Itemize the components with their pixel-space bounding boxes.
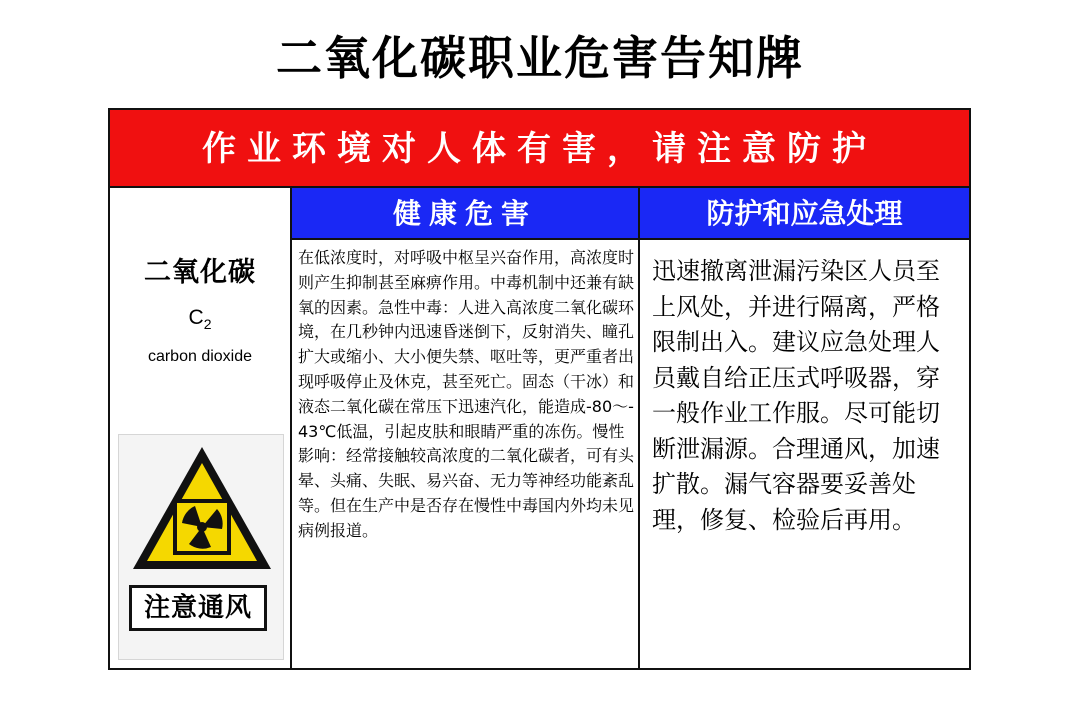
formula-subscript: 2 [203,316,212,333]
protection-cell [640,240,969,668]
health-hazard-heading: 健康危害 [292,188,640,240]
ventilation-sign-label: 注意通风 [129,585,267,631]
health-hazard-text: 在低浓度时，对呼吸中枢呈兴奋作用，高浓度时则产生抑制甚至麻痹作用。中毒机制中还兼有缺氧的因素。急性中毒：人进入高浓度二氧化碳环境，在几秒钟内迅速昏迷倒下，反射消失、瞳孔扩大或缩小、大小便失禁、呕吐等，更严重者出现呼吸停止及休克，甚至死亡。固态（干冰）和液态二氧化碳在常压下迅速汽化，能造成-80～-43℃低温，引起皮肤和眼睛严重的冻伤。慢性影响：经常接触较高浓度的二氧化碳者，可有头晕、头痛、失眠、易兴奋、无力等神经功能紊乱等。但在生产中是否存在慢性中毒国内外均未见病例报道。 [298,248,635,540]
ventilation-fan-warning-icon [129,443,275,575]
chemical-english-name: carbon dioxide [147,348,253,365]
protection-text: 迅速撤离泄漏污染区人员至上风处，并进行隔离，严格限制出入。建议应急处理人员戴自给正压式呼吸器，穿一般作业工作服。尽可能切断泄漏源。合理通风，加速扩散。漏气容器要妥善处理，修复、检验后再用。 [652,257,940,534]
page-title: 二氧化碳职业危害告知牌 [276,31,804,85]
warning-banner: 作业环境对人体有害，请注意防护 [110,110,969,188]
formula-main: C [188,306,204,329]
health-hazard-cell [292,240,640,668]
chemical-identity-panel [110,188,292,668]
chemical-name: 二氧化碳 [144,257,256,288]
chemical-formula [110,306,290,332]
protection-heading: 防护和应急处理 [640,188,969,240]
ventilation-sign [118,434,284,660]
hazard-notice-board [108,108,971,670]
